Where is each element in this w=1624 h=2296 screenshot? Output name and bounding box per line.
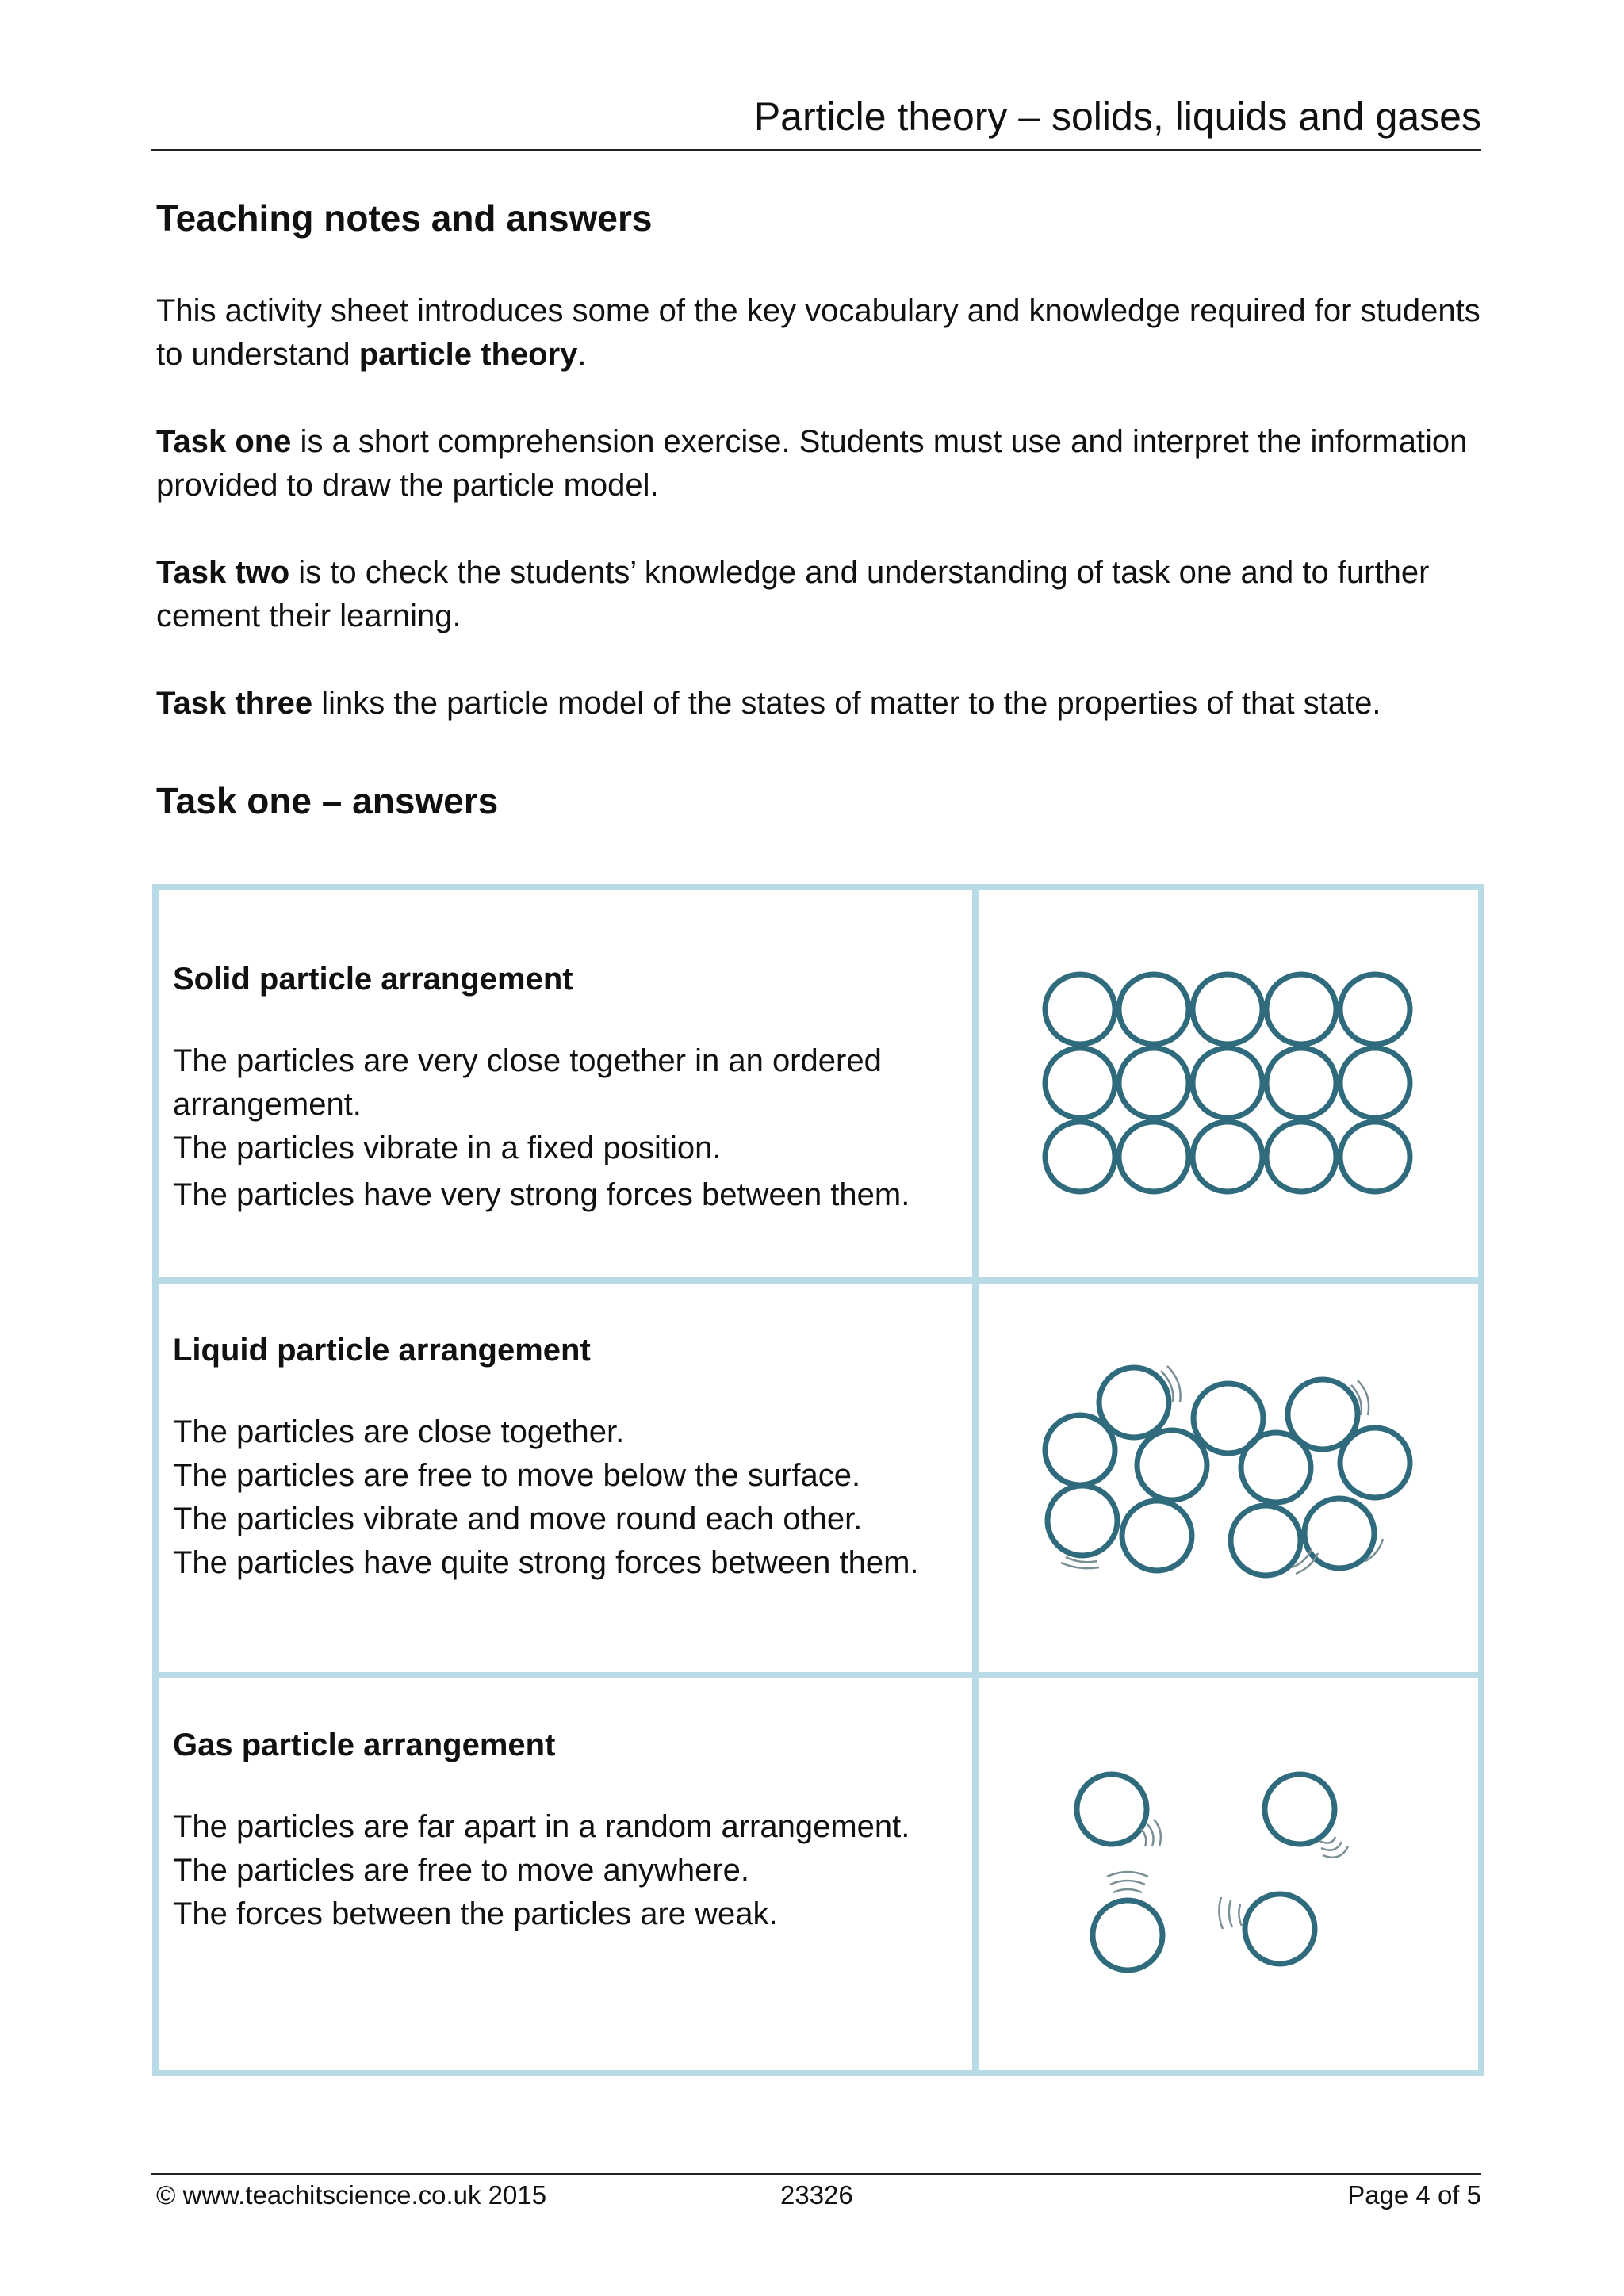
task-one-paragraph	[156, 420, 1488, 507]
liquid-line: The particles vibrate and move round each other.	[173, 1502, 863, 1536]
solid-line: The particles have very strong forces between them.	[173, 1177, 910, 1212]
motion-line	[1229, 1900, 1232, 1927]
solid-text-cell	[155, 887, 975, 1280]
motion-line	[1113, 1889, 1142, 1892]
gas-heading: Gas particle arrangement	[173, 1728, 556, 1762]
task-one-label: Task one	[156, 424, 292, 459]
table-row	[155, 887, 1481, 1280]
particle	[1340, 1048, 1410, 1118]
particle	[1193, 974, 1262, 1044]
particle	[1077, 1774, 1147, 1844]
intro-end: .	[577, 337, 587, 372]
motion-line	[1154, 1820, 1161, 1846]
solid-particles	[1045, 974, 1410, 1192]
footer-page-number: Page 4 of 5	[1347, 2180, 1481, 2210]
table-row	[155, 1675, 1481, 2073]
particle	[1265, 1774, 1335, 1844]
gas-line: The particles are far apart in a random arrangement.	[173, 1809, 910, 1844]
gas-text-cell	[155, 1675, 975, 2073]
intro-text: This activity sheet introduces some of the key vocabulary and knowledge required for students to understand	[156, 293, 1480, 372]
motion-line	[1239, 1904, 1242, 1926]
answers-table	[152, 884, 1484, 2076]
particle	[1119, 1048, 1189, 1118]
particle	[1093, 1900, 1162, 1970]
solid-line: The particles vibrate in a fixed position.	[173, 1131, 722, 1165]
task-three-paragraph	[156, 682, 1488, 725]
particle	[1119, 974, 1189, 1044]
gas-particle-diagram	[979, 1678, 1478, 2070]
motion-line	[1147, 1824, 1154, 1846]
liquid-heading: Liquid particle arrangement	[173, 1333, 591, 1368]
motion-line	[1219, 1897, 1223, 1929]
particle	[1048, 1486, 1117, 1556]
table-row	[155, 1280, 1481, 1675]
particle	[1193, 1122, 1262, 1192]
liquid-particle-diagram	[979, 1284, 1478, 1672]
particle	[1241, 1433, 1311, 1502]
gas-particles	[1077, 1774, 1335, 1970]
particle	[1245, 1894, 1315, 1964]
liquid-diagram-cell	[975, 1280, 1481, 1675]
particle	[1266, 974, 1336, 1044]
liquid-particles	[1045, 1368, 1410, 1575]
particle	[1231, 1506, 1300, 1575]
particle	[1045, 1122, 1115, 1192]
task-three-label: Task three	[156, 686, 313, 721]
particle	[1119, 1122, 1189, 1192]
particle	[1266, 1048, 1336, 1118]
page-header-title: Particle theory – solids, liquids and gases	[753, 94, 1481, 139]
motion-line	[1107, 1872, 1148, 1877]
task-two-text: is to check the students’ knowledge and understanding of task one and to further cement their learning.	[156, 555, 1430, 633]
notes-heading: Teaching notes and answers	[156, 197, 653, 239]
gas-diagram-cell	[975, 1675, 1481, 2073]
liquid-line: The particles are free to move below the surface.	[173, 1458, 861, 1493]
gas-line: The particles are free to move anywhere.	[173, 1853, 750, 1888]
liquid-text-cell	[155, 1280, 975, 1675]
solid-particle-diagram	[979, 890, 1478, 1277]
footer-code: 23326	[780, 2180, 853, 2210]
particle	[1045, 1415, 1115, 1485]
particle	[1045, 974, 1115, 1044]
particle	[1340, 974, 1410, 1044]
solid-heading: Solid particle arrangement	[173, 962, 573, 997]
particle	[1122, 1501, 1192, 1571]
task-one-text: is a short comprehension exercise. Students must use and interpret the information provided to draw the particle model.	[156, 424, 1468, 503]
task-one-answers-heading: Task one – answers	[156, 780, 499, 821]
liquid-line: The particles are close together.	[173, 1414, 625, 1449]
particle	[1266, 1122, 1336, 1192]
task-two-paragraph	[156, 551, 1488, 638]
intro-paragraph	[156, 289, 1488, 377]
header-divider	[151, 149, 1481, 151]
particle	[1340, 1428, 1410, 1498]
intro-bold-term: particle theory	[358, 337, 578, 372]
footer-divider	[151, 2173, 1481, 2175]
footer-copyright: © www.teachitscience.co.uk 2015	[156, 2180, 547, 2210]
solid-line: The particles are very close together in an ordered arrangement.	[173, 1043, 882, 1122]
particle	[1193, 1048, 1262, 1118]
particle	[1045, 1048, 1115, 1118]
particle	[1137, 1430, 1207, 1500]
task-two-label: Task two	[156, 555, 290, 590]
solid-diagram-cell	[975, 887, 1481, 1280]
motion-line	[1061, 1563, 1099, 1568]
particle	[1340, 1122, 1410, 1192]
motion-line	[1110, 1881, 1145, 1885]
gas-line: The forces between the particles are weak.	[173, 1896, 778, 1931]
liquid-line: The particles have quite strong forces between them.	[173, 1545, 919, 1580]
task-three-text: links the particle model of the states of matter to the properties of that state.	[312, 686, 1381, 721]
